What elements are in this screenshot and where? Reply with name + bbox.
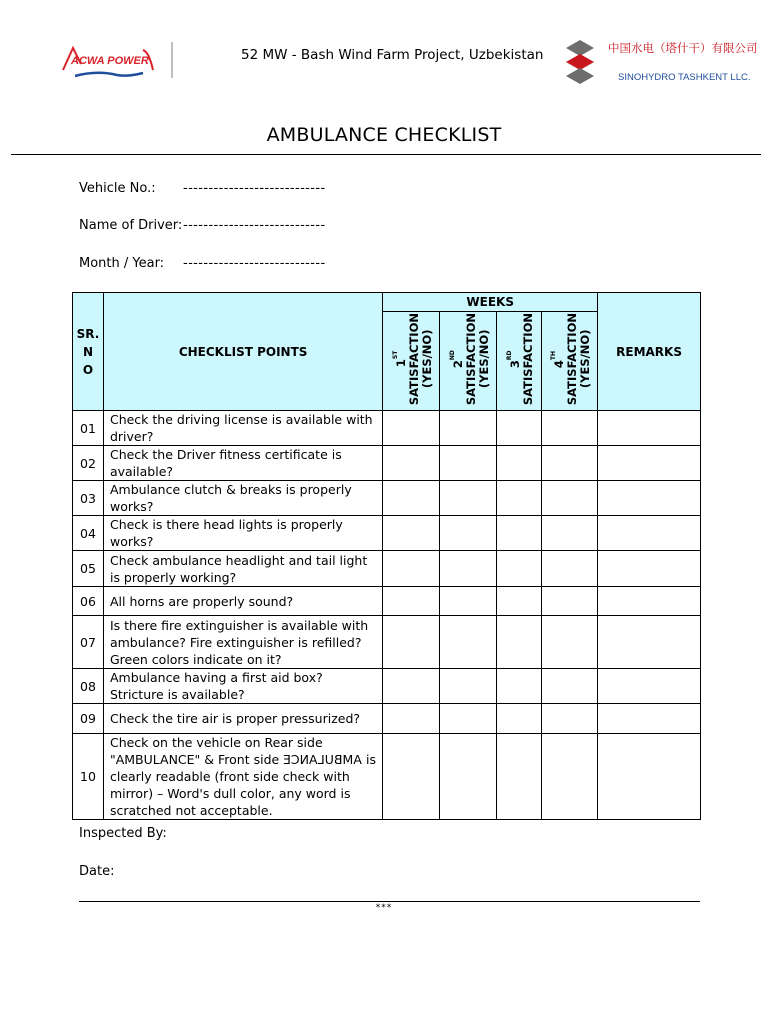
month-year-label: Month / Year: bbox=[79, 256, 165, 271]
week-3-cell[interactable] bbox=[497, 734, 542, 820]
sinohydro-en-text: SINOHYDRO TASHKENT LLC. bbox=[618, 72, 751, 83]
date-label: Date: bbox=[79, 864, 115, 879]
week-4-cell[interactable] bbox=[542, 734, 598, 820]
week-4-cell[interactable] bbox=[542, 516, 598, 551]
remarks-header: REMARKS bbox=[598, 293, 701, 411]
remarks-cell[interactable] bbox=[598, 411, 701, 446]
acwa-power-logo bbox=[57, 42, 169, 82]
remarks-cell[interactable] bbox=[598, 704, 701, 734]
table-row: 07 Is there fire extinguisher is available with ambulance? Fire extinguisher is refilled? Green colors indicate on it? bbox=[73, 616, 701, 669]
checklist-points-header: CHECKLIST POINTS bbox=[103, 293, 382, 411]
week-4-cell[interactable] bbox=[542, 704, 598, 734]
week-4-cell[interactable] bbox=[542, 446, 598, 481]
week-2-header: 2ND SATISFACTION (YES/NO) bbox=[440, 312, 497, 411]
week-1-cell[interactable] bbox=[383, 481, 440, 516]
title-underline bbox=[11, 154, 761, 155]
sinohydro-logo bbox=[560, 36, 758, 88]
remarks-cell[interactable] bbox=[598, 734, 701, 820]
vehicle-no-field bbox=[79, 181, 326, 196]
week-2-cell[interactable] bbox=[440, 704, 497, 734]
week-4-cell[interactable] bbox=[542, 411, 598, 446]
week-2-cell[interactable] bbox=[440, 551, 497, 587]
mirrored-ambulance-text: AMBULANCE bbox=[283, 752, 363, 767]
week-1-header: 1ST SATISFACTION (YES/NO) bbox=[383, 312, 440, 411]
remarks-cell[interactable] bbox=[598, 616, 701, 669]
month-year-blank: ---------------------------- bbox=[183, 256, 326, 271]
remarks-cell[interactable] bbox=[598, 587, 701, 616]
week-3-cell[interactable] bbox=[497, 446, 542, 481]
table-row: 05 Check ambulance headlight and tail light is properly working? bbox=[73, 551, 701, 587]
week-2-cell[interactable] bbox=[440, 734, 497, 820]
table-row: 04 Check is there head lights is properly works? bbox=[73, 516, 701, 551]
week-4-cell[interactable] bbox=[542, 616, 598, 669]
week-4-cell[interactable] bbox=[542, 481, 598, 516]
week-2-cell[interactable] bbox=[440, 446, 497, 481]
vehicle-no-blank: ---------------------------- bbox=[183, 181, 326, 196]
page-title: AMBULANCE CHECKLIST bbox=[266, 124, 502, 146]
week-1-cell[interactable] bbox=[383, 616, 440, 669]
week-1-cell[interactable] bbox=[383, 669, 440, 704]
driver-name-label: Name of Driver: bbox=[79, 218, 183, 233]
footer-stars: *** bbox=[375, 903, 393, 913]
week-2-cell[interactable] bbox=[440, 481, 497, 516]
week-3-cell[interactable] bbox=[497, 551, 542, 587]
table-row: 09 Check the tire air is proper pressurized? bbox=[73, 704, 701, 734]
driver-name-blank: ---------------------------- bbox=[183, 218, 326, 233]
footer-rule bbox=[79, 901, 700, 902]
week-3-cell[interactable] bbox=[497, 669, 542, 704]
remarks-cell[interactable] bbox=[598, 551, 701, 587]
week-1-cell[interactable] bbox=[383, 516, 440, 551]
week-1-cell[interactable] bbox=[383, 734, 440, 820]
remarks-cell[interactable] bbox=[598, 516, 701, 551]
remarks-cell[interactable] bbox=[598, 446, 701, 481]
acwa-logo-text: ACWA POWER bbox=[71, 55, 149, 67]
week-1-cell[interactable] bbox=[383, 704, 440, 734]
table-row: 02 Check the Driver fitness certificate is available? bbox=[73, 446, 701, 481]
remarks-cell[interactable] bbox=[598, 481, 701, 516]
logo-divider bbox=[171, 42, 173, 78]
vehicle-no-label: Vehicle No.: bbox=[79, 181, 156, 196]
week-3-header: 3RD SATISFACTION bbox=[497, 312, 542, 411]
project-name: 52 MW - Bash Wind Farm Project, Uzbekistan bbox=[241, 47, 544, 63]
week-2-cell[interactable] bbox=[440, 616, 497, 669]
week-1-cell[interactable] bbox=[383, 587, 440, 616]
table-row: 03 Ambulance clutch & breaks is properly works? bbox=[73, 481, 701, 516]
week-1-cell[interactable] bbox=[383, 446, 440, 481]
week-2-cell[interactable] bbox=[440, 516, 497, 551]
week-1-cell[interactable] bbox=[383, 411, 440, 446]
table-row: 10 Check on the vehicle on Rear side "AMBULANCE" & Front side AMBULANCE is clearly readable (front side check with mirror) – Word's dull color, any word is scratched not acceptable. bbox=[73, 734, 701, 820]
week-3-cell[interactable] bbox=[497, 516, 542, 551]
remarks-cell[interactable] bbox=[598, 669, 701, 704]
sinohydro-cn-text: 中国水电（塔什干）有限公司 bbox=[608, 41, 758, 55]
month-year-field bbox=[79, 256, 326, 271]
week-4-header: 4TH SATISFACTION (YES/NO) bbox=[542, 312, 598, 411]
weeks-header: WEEKS bbox=[383, 293, 598, 312]
week-3-cell[interactable] bbox=[497, 587, 542, 616]
checklist-table bbox=[72, 292, 701, 820]
week-3-cell[interactable] bbox=[497, 704, 542, 734]
week-3-cell[interactable] bbox=[497, 411, 542, 446]
week-4-cell[interactable] bbox=[542, 669, 598, 704]
week-1-cell[interactable] bbox=[383, 551, 440, 587]
table-row: 08 Ambulance having a first aid box? Stricture is available? bbox=[73, 669, 701, 704]
table-row: 06 All horns are properly sound? bbox=[73, 587, 701, 616]
week-3-cell[interactable] bbox=[497, 616, 542, 669]
inspected-by-label: Inspected By: bbox=[79, 826, 167, 841]
week-2-cell[interactable] bbox=[440, 411, 497, 446]
week-2-cell[interactable] bbox=[440, 587, 497, 616]
table-row: 01 Check the driving license is available with driver? bbox=[73, 411, 701, 446]
driver-name-field bbox=[79, 218, 326, 233]
week-4-cell[interactable] bbox=[542, 551, 598, 587]
week-2-cell[interactable] bbox=[440, 669, 497, 704]
week-3-cell[interactable] bbox=[497, 481, 542, 516]
sr-no-header: SR. N O bbox=[73, 293, 104, 411]
week-4-cell[interactable] bbox=[542, 587, 598, 616]
